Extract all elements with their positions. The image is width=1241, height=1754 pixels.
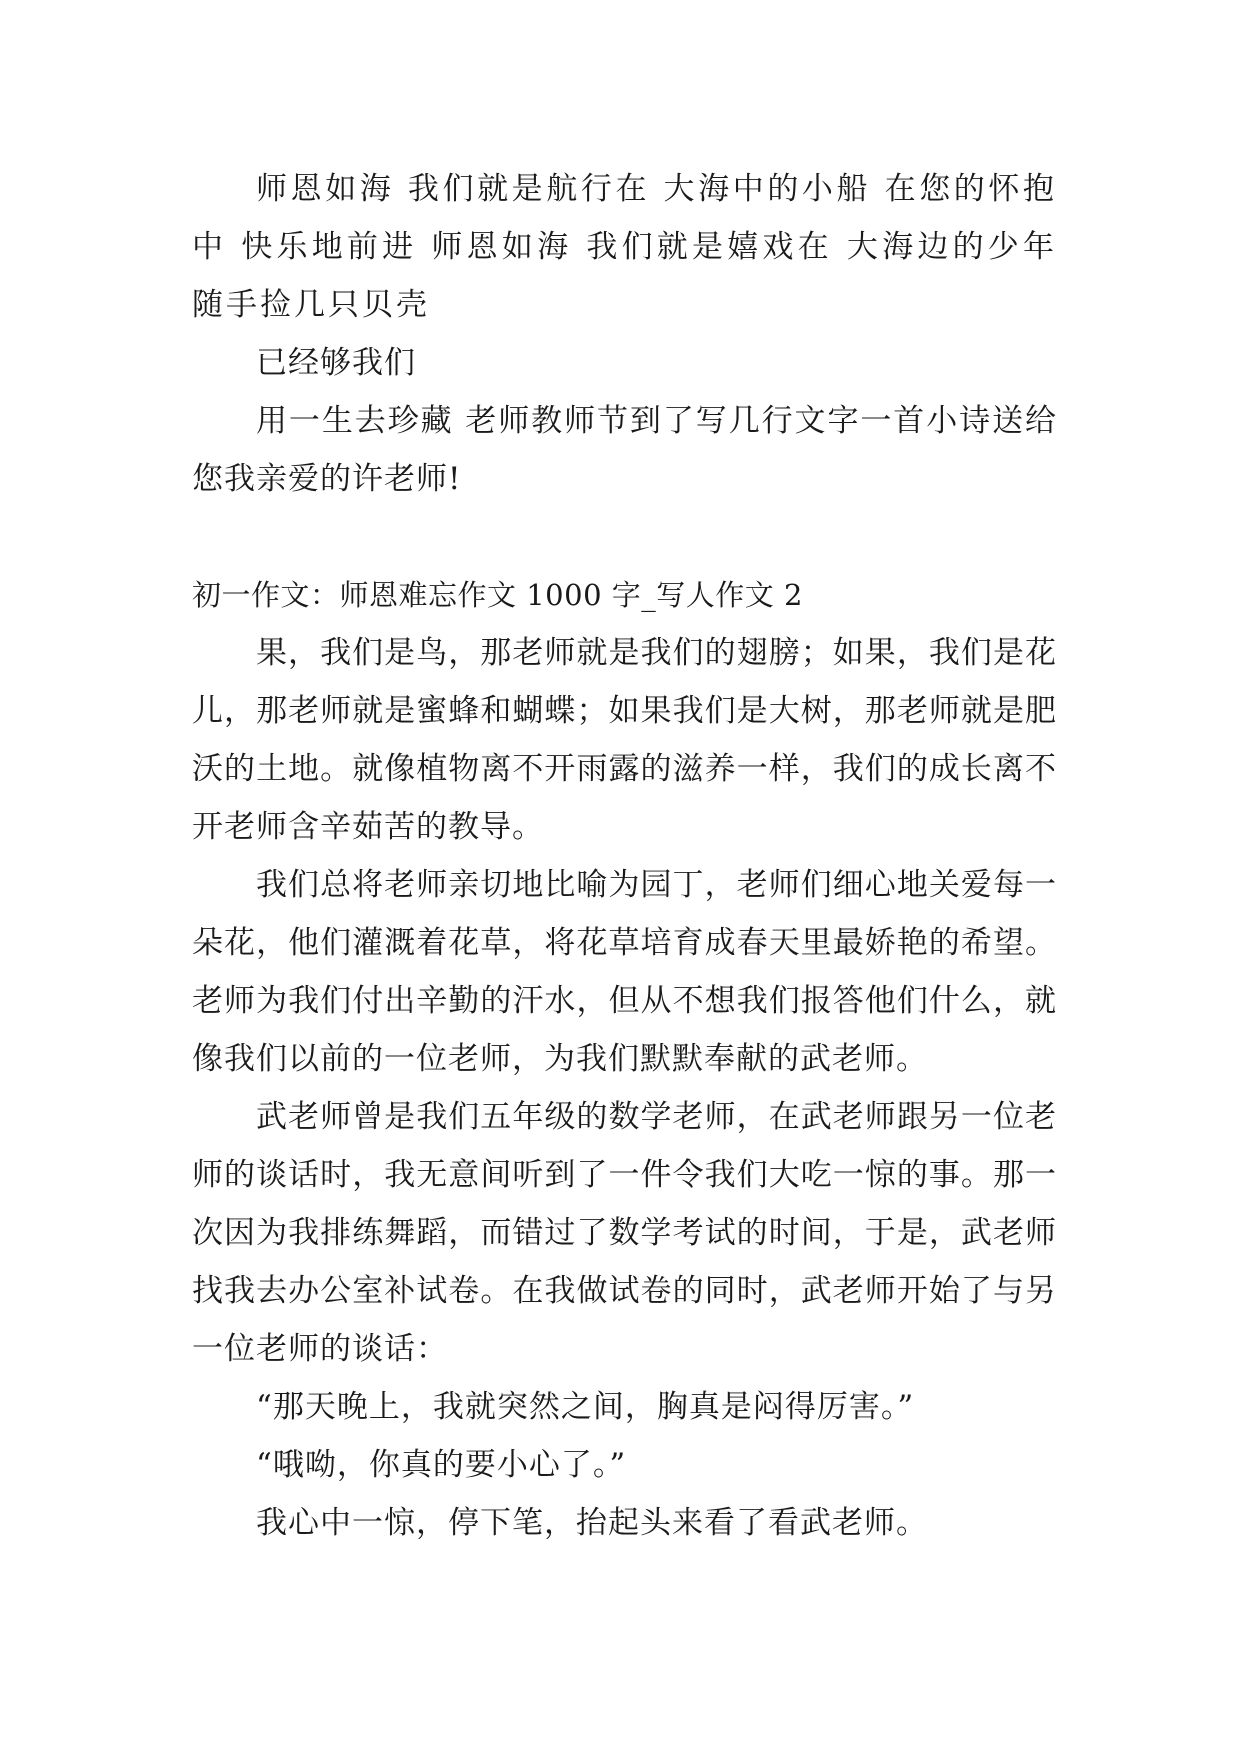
document-body xyxy=(192,160,1057,1552)
essay-quote: “那天晚上，我就突然之间，胸真是闷得厉害。” xyxy=(256,1389,915,1425)
essay-paragraph: 果，我们是鸟，那老师就是我们的翅膀；如果，我们是花儿，那老师就是蜜蜂和蝴蝶；如果我们是大树，那老师就是肥沃的土地。就像植物离不开雨露的滋养一样，我们的成长离不开老师含辛茹苦的教导。 xyxy=(192,635,1057,845)
essay-paragraph: 我们总将老师亲切地比喻为园丁，老师们细心地关爱每一朵花，他们灌溉着花草，将花草培育成春天里最娇艳的希望。老师为我们付出辛勤的汗水，但从不想我们报答他们什么，就像我们以前的一位老师，为我们默默奉献的武老师。 xyxy=(192,867,1057,1077)
essay-title: 初一作文：师恩难忘作文 1000 字_写人作文 2 xyxy=(192,578,803,612)
essay-paragraph: 我心中一惊，停下笔，抬起头来看了看武老师。 xyxy=(256,1505,928,1541)
essay-paragraph: 武老师曾是我们五年级的数学老师，在武老师跟另一位老师的谈话时，我无意间听到了一件令我们大吃一惊的事。那一次因为我排练舞蹈，而错过了数学考试的时间，于是，武老师找我去办公室补试卷。在我做试卷的同时，武老师开始了与另一位老师的谈话： xyxy=(192,1099,1057,1367)
essay-quote: “哦呦，你真的要小心了。” xyxy=(256,1447,627,1483)
poem-paragraph-2: 已经够我们 xyxy=(256,345,416,381)
poem-paragraph-1: 师恩如海 我们就是航行在 大海中的小船 在您的怀抱中 快乐地前进 师恩如海 我们就是嬉戏在 大海边的少年 随手捡几只贝壳 xyxy=(192,171,1057,323)
section-gap xyxy=(192,508,1057,566)
poem-paragraph-3: 用一生去珍藏 老师教师节到了写几行文字一首小诗送给您我亲爱的许老师! xyxy=(192,403,1057,497)
